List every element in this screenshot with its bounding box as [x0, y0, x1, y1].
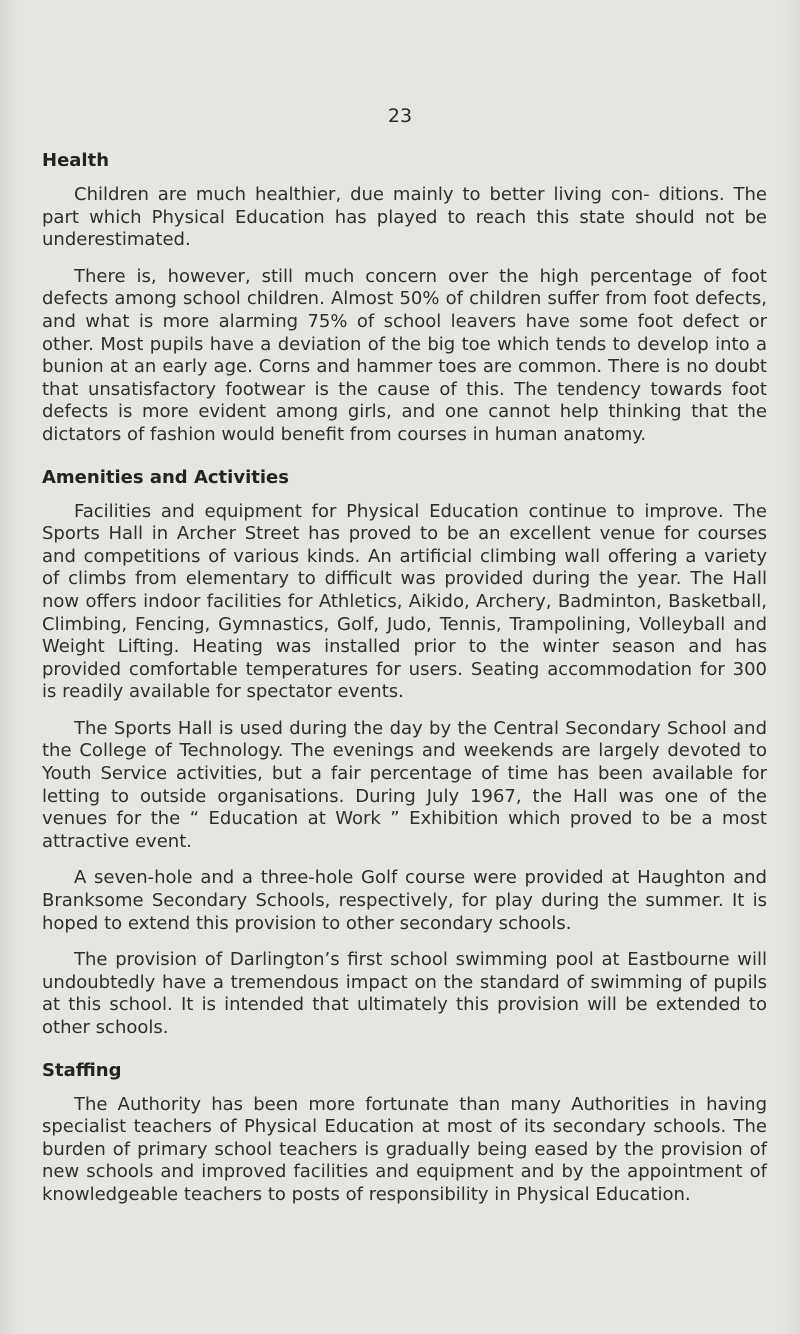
page-content [42, 148, 767, 1221]
paragraph: Children are much healthier, due mainly to better living con- ditions. The part which Physical Education has played to reach this state should not be underestimated. [42, 184, 767, 251]
section-heading: Amenities and Activities [42, 466, 289, 488]
paragraph: There is, however, still much concern over the high percentage of foot defects among school children. Almost 50% of children suffer from foot defects, and what is more alarming 75% of school leavers have some foot defect or other. Most pupils have a deviation of the big toe which tends to develop into a bunion at an early age. Corns and hammer toes are common. There is no doubt that unsatisfactory footwear is the cause of this. The tendency towards foot defects is more evident among girls, and one cannot help thinking that the dictators of fashion would benefit from courses in human anatomy. [42, 265, 767, 445]
section-health [42, 148, 767, 447]
paragraph: The provision of Darlington’s first school swimming pool at Eastbourne will undoubtedly have a tremendous impact on the standard of swimming of pupils at this school. It is intended that ultimately this provision will be extended to other schools. [42, 949, 767, 1038]
paragraph: The Sports Hall is used during the day by the Central Secondary School and the College of Technology. The evenings and weekends are largely devoted to Youth Service activities, but a fair percentage of time has been available for letting to outside organisations. During July 1967, the Hall was one of the venues for the “ Education at Work ” Exhibition which proved to be a most attractive event. [42, 717, 767, 852]
paragraph: Facilities and equipment for Physical Education continue to improve. The Sports Hall in Archer Street has proved to be an excellent venue for courses and competitions of various kinds. An artificial climbing wall offering a variety of climbs from elementary to difficult was provided during the year. The Hall now offers indoor facilities for Athletics, Aikido, Archery, Badminton, Basketball, Climbing, Fencing, Gymnastics, Golf, Judo, Tennis, Trampolining, Volleyball and Weight Lifting. Heating was installed prior to the winter season and has provided comfortable temperatures for users. Seating accommodation for 300 is readily available for spectator events. [42, 500, 767, 703]
section-heading: Health [42, 150, 110, 171]
paragraph: The Authority has been more fortunate than many Authorities in having specialist teachers of Physical Education at most of its secondary schools. The burden of primary school teachers is gradually being eased by the provision of new schools and improved facilities and equipment and by the appointment of knowledgeable teachers to posts of responsibility in Physical Education. [42, 1093, 767, 1205]
section-staffing [42, 1058, 767, 1207]
section-heading: Staffing [42, 1059, 122, 1081]
paragraph: A seven-hole and a three-hole Golf course were provided at Haughton and Branksome Secondary Schools, respectively, for play during the summer. It is hoped to extend this provision to other secondary schools. [42, 867, 767, 934]
section-amenities-and-activities [42, 465, 767, 1040]
page-number: 23 [387, 105, 413, 127]
